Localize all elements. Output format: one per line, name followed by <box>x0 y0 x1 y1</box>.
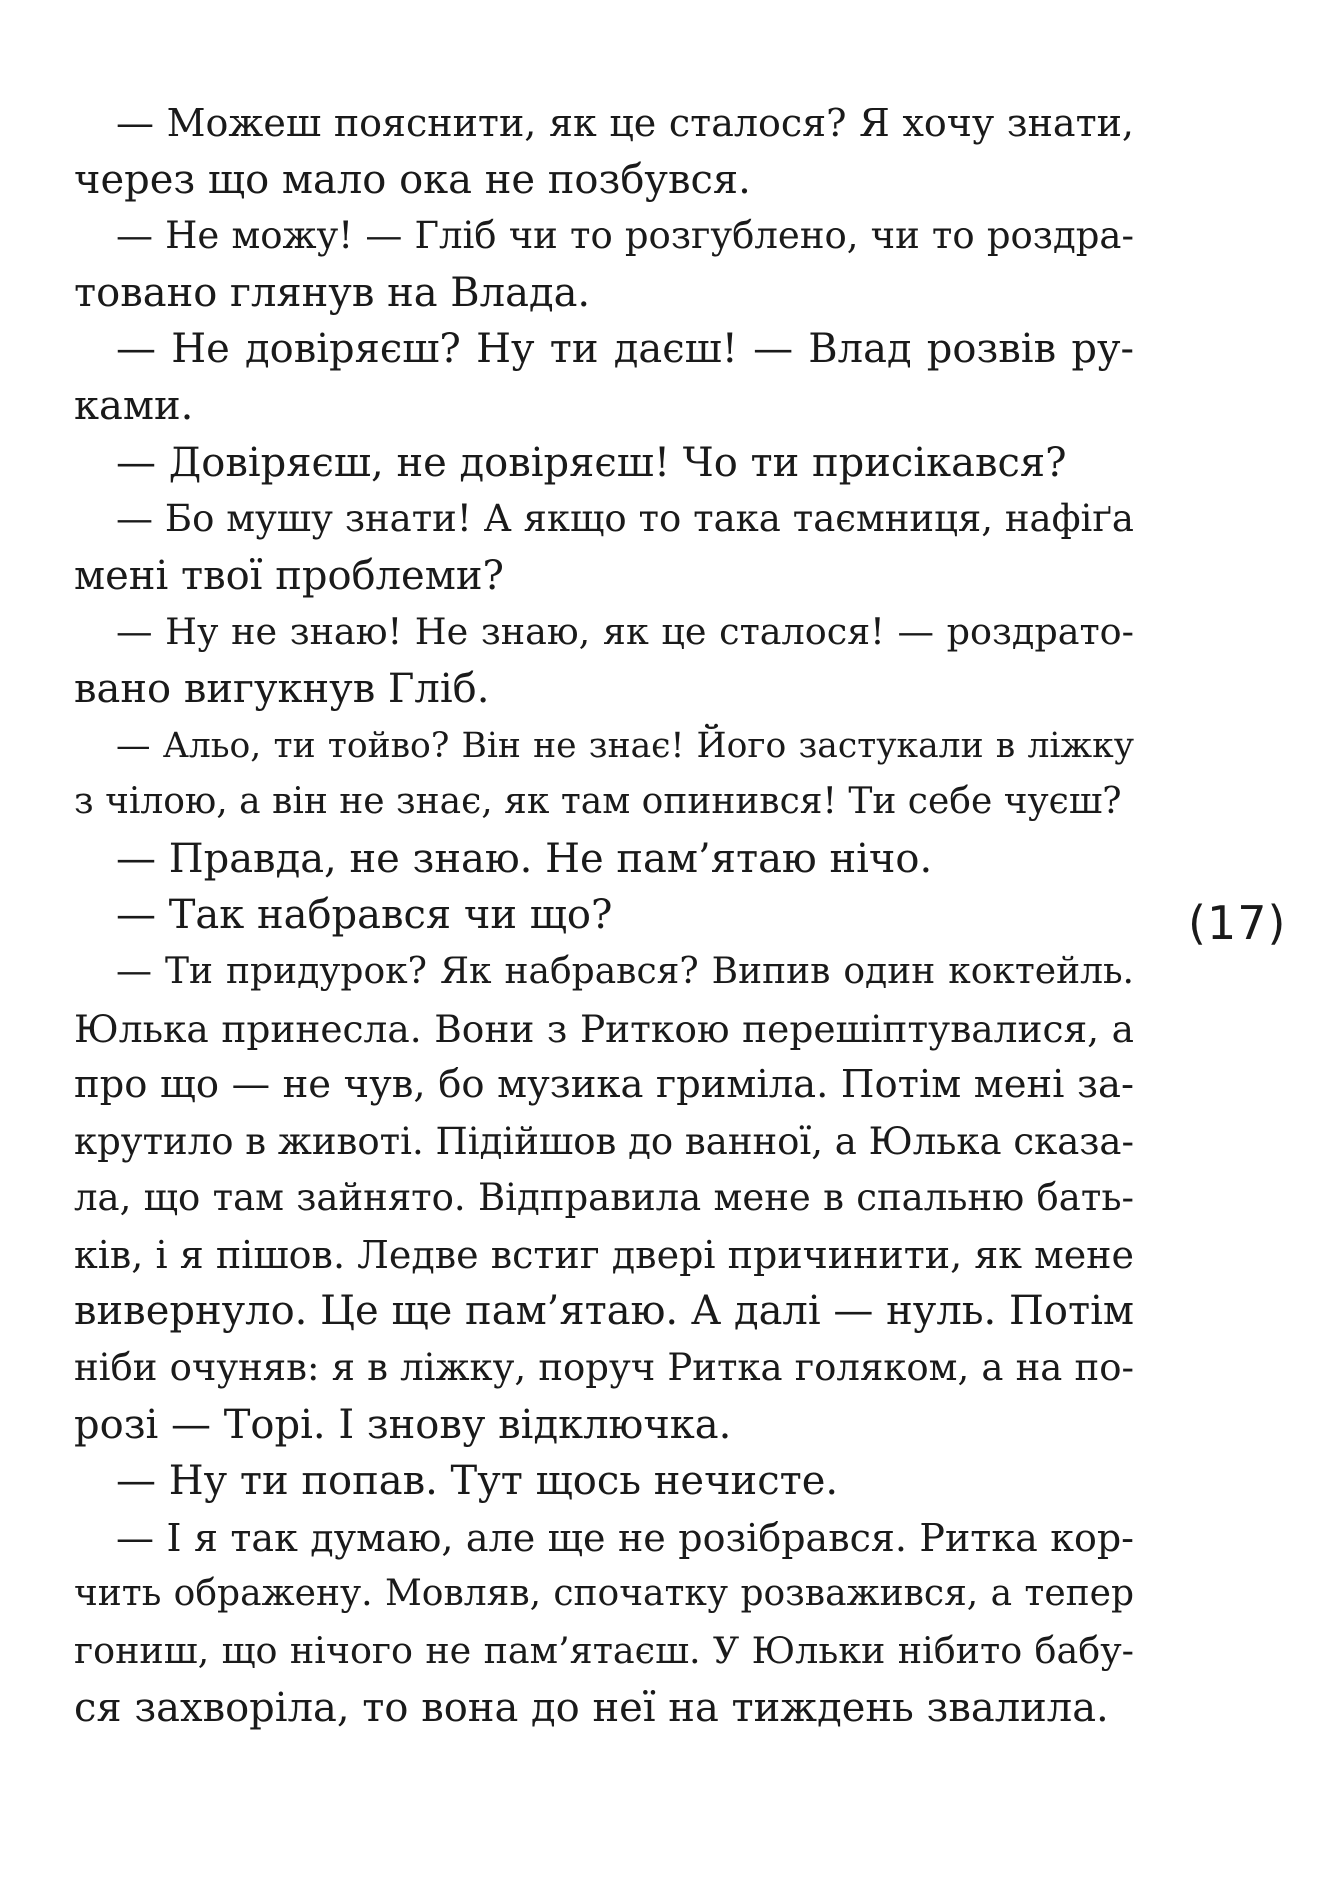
body-text <box>74 95 1134 1736</box>
text-line: ся захворіла, то вона до неї на тиждень звалила. <box>74 1684 1109 1731</box>
page-number: (17) <box>1188 896 1287 950</box>
text-line: — Ти придурок? Як набрався? Випив один коктейль. <box>116 950 1134 992</box>
text-line: ніби очуняв: я в ліжку, поруч Ритка голяком, а на по- <box>74 1346 1134 1390</box>
text-line: — Бо мушу знати! А якщо то така таємниця, нафіґа <box>116 497 1134 541</box>
text-line: ками. <box>74 382 194 429</box>
text-line: ла, що там зайнято. Відправила мене в спальню бать- <box>74 1176 1134 1220</box>
text-line: — Ну не знаю! Не знаю, як це сталося! — роздрато- <box>116 610 1134 654</box>
text-line: — І я так думаю, але ще не розібрався. Ритка кор- <box>116 1515 1134 1560</box>
text-line: вивернуло. Це ще пам’ятаю. А далі — нуль. Потім <box>74 1288 1134 1335</box>
text-line: ків, і я пішов. Ледве встиг двері причинити, як мене <box>74 1232 1134 1277</box>
text-line: мені твої проблеми? <box>74 552 504 599</box>
text-line: — Можеш пояснити, як це сталося? Я хочу знати, <box>116 101 1134 145</box>
text-line: вано вигукнув Гліб. <box>74 665 490 712</box>
text-line: про що — не чув, бо музика гриміла. Потім мені за- <box>74 1062 1134 1108</box>
text-line: крутило в животі. Підійшов до ванної, а Юлька сказа- <box>74 1119 1134 1163</box>
text-line: розі — Торі. І знову відключка. <box>74 1401 732 1448</box>
text-line: чить ображену. Мовляв, спочатку розважився, а тепер <box>74 1573 1134 1615</box>
text-line: — Так набрався чи що? <box>116 892 613 939</box>
text-line: гониш, що нічого не пам’ятаєш. У Юльки нібито бабу- <box>74 1629 1134 1673</box>
text-line: — Довіряєш, не довіряєш! Чо ти присікався? <box>116 439 1067 486</box>
text-line: — Ну ти попав. Тут щось нечисте. <box>116 1458 839 1505</box>
text-line: — Не довіряєш? Ну ти даєш! — Влад розвів ру- <box>116 326 1134 373</box>
text-line: з чілою, а він не знає, як там опинився! Ти себе чуєш? <box>74 781 1122 823</box>
text-line: — Правда, не знаю. Не пам’ятаю нічо. <box>116 835 933 882</box>
text-line: товано глянув на Влада. <box>74 269 591 316</box>
text-line: через що мало ока не позбувся. <box>74 156 751 203</box>
text-line: — Не можу! — Гліб чи то розгублено, чи то роздра- <box>116 214 1134 258</box>
text-line: Юлька принесла. Вони з Риткою перешіптувалися, а <box>74 1006 1134 1051</box>
text-line: — Альо, ти тойво? Він не знає! Його застукали в ліжку <box>116 725 1134 766</box>
